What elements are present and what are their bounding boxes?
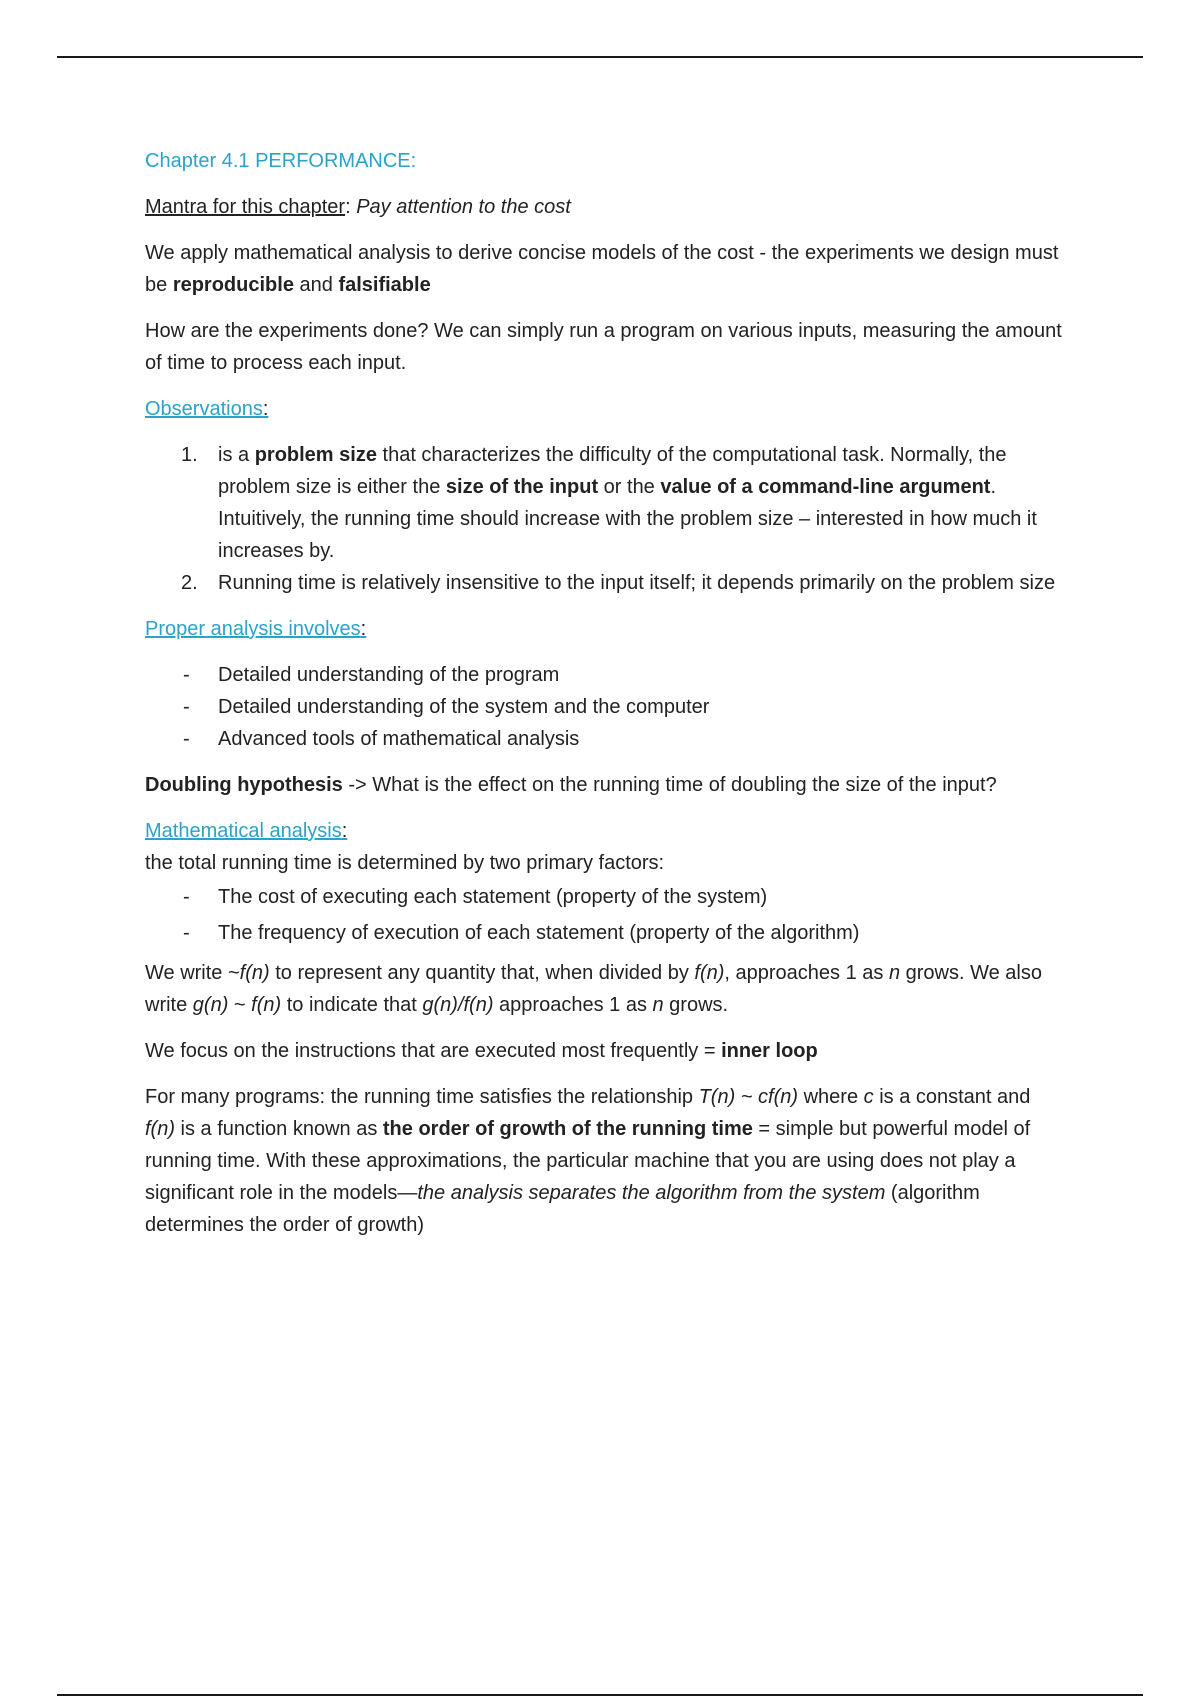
intro-paragraph bbox=[145, 237, 1065, 301]
order-italic-separates: the analysis separates the algorithm from the system bbox=[417, 1182, 886, 1204]
list-item bbox=[145, 659, 1065, 691]
observation-number-1: 1. bbox=[181, 444, 198, 466]
bottom-rule bbox=[57, 1694, 1143, 1696]
tilde-notation-paragraph bbox=[145, 957, 1065, 1021]
proper-analysis-heading-text bbox=[145, 618, 366, 640]
intro-bold-falsifiable: falsifiable bbox=[338, 274, 431, 296]
doubling-bold: Doubling hypothesis bbox=[145, 774, 343, 796]
order-text: is a function known as bbox=[175, 1118, 383, 1140]
observation-1-bold-command-line: value of a command-line argument bbox=[660, 476, 991, 498]
proper-analysis-heading bbox=[145, 613, 1065, 645]
math-analysis-heading bbox=[145, 815, 1065, 847]
math-analysis-heading-colon: : bbox=[341, 820, 348, 842]
observation-1-bold-size-of-input: size of the input bbox=[445, 476, 599, 498]
list-item bbox=[145, 691, 1065, 723]
mantra-line bbox=[145, 191, 1065, 223]
math-analysis-heading-label: Mathematical analysis bbox=[145, 820, 342, 842]
observation-1-text-a: is a bbox=[218, 444, 255, 466]
order-bold: the order of growth of the running time bbox=[382, 1118, 753, 1140]
math-analysis-list bbox=[145, 879, 1065, 951]
observation-number-2: 2. bbox=[181, 572, 198, 594]
order-text: where bbox=[798, 1086, 864, 1108]
observation-item-1 bbox=[145, 439, 1065, 567]
order-formula: T(n) ~ cf(n) bbox=[698, 1086, 799, 1108]
tilde-text: grows. bbox=[663, 994, 729, 1016]
math-analysis-lead: the total running time is determined by two primary factors: bbox=[145, 852, 665, 874]
tilde-text: to indicate that bbox=[281, 994, 423, 1016]
order-of-growth-paragraph bbox=[145, 1081, 1065, 1241]
dash-bullet: - bbox=[183, 664, 190, 686]
proper-analysis-heading-label: Proper analysis involves bbox=[145, 618, 361, 640]
tilde-text: grows. We also write bbox=[145, 962, 1042, 1016]
tilde-n: n bbox=[888, 962, 901, 984]
intro-and: and bbox=[293, 274, 339, 296]
proper-analysis-list bbox=[145, 659, 1065, 755]
proper-item-text: Detailed understanding of the system and the computer bbox=[218, 696, 710, 718]
observation-item-2 bbox=[145, 567, 1065, 599]
list-item bbox=[145, 879, 1065, 915]
observations-list bbox=[145, 439, 1065, 599]
observations-heading bbox=[145, 393, 1065, 425]
math-item-text: The frequency of execution of each statement (property of the algorithm) bbox=[218, 922, 860, 944]
tilde-ratio: g(n)/f(n) bbox=[422, 994, 494, 1016]
observations-heading-colon: : bbox=[262, 398, 269, 420]
tilde-gn: g(n) bbox=[192, 994, 229, 1016]
observation-1-bold-problem-size: problem size bbox=[254, 444, 377, 466]
observations-heading-label: Observations bbox=[145, 398, 263, 420]
math-item-text: The cost of executing each statement (property of the system) bbox=[218, 886, 768, 908]
tilde-n: n bbox=[652, 994, 664, 1016]
focus-bold-inner-loop: inner loop bbox=[721, 1040, 818, 1062]
observation-2-text: Running time is relatively insensitive to the input itself; it depends primarily on the problem size bbox=[218, 572, 1056, 594]
doubling-paragraph bbox=[145, 769, 1065, 801]
order-text: For many programs: the running time satisfies the relationship bbox=[145, 1086, 699, 1108]
order-text: (algorithm determines the order of growth) bbox=[145, 1182, 980, 1236]
tilde-fn: f(n) bbox=[239, 962, 270, 984]
observation-1-text-c: that characterizes the difficulty of the computational task. Normally, the problem size is either the bbox=[218, 444, 1007, 498]
tilde-text: to represent any quantity that, when divided by bbox=[269, 962, 695, 984]
math-analysis-heading-text bbox=[145, 820, 347, 842]
dash-bullet: - bbox=[183, 886, 190, 908]
list-item bbox=[145, 915, 1065, 951]
experiments-paragraph: How are the experiments done? We can simply run a program on various inputs, measuring the amount of time to process each input. bbox=[145, 320, 1062, 374]
dash-bullet: - bbox=[183, 922, 190, 944]
proper-analysis-heading-colon: : bbox=[360, 618, 367, 640]
order-text: = simple but powerful model of running time. With these approximations, the particular machine that you are using does not play a significant role in the models— bbox=[145, 1118, 1031, 1204]
focus-text: We focus on the instructions that are executed most frequently = bbox=[145, 1040, 722, 1062]
top-rule bbox=[57, 56, 1143, 58]
observation-1-text-d: or the bbox=[598, 476, 661, 498]
intro-text: We apply mathematical analysis to derive concise models of the cost - the experiments we design must be bbox=[145, 242, 1059, 296]
tilde-fn: f(n) bbox=[694, 962, 725, 984]
dash-bullet: - bbox=[183, 696, 190, 718]
order-text: is a constant and bbox=[873, 1086, 1031, 1108]
doubling-text: -> What is the effect on the running time of doubling the size of the input? bbox=[342, 774, 997, 796]
list-item bbox=[145, 723, 1065, 755]
mantra-separator: : bbox=[345, 196, 357, 218]
mantra-text: Pay attention to the cost bbox=[356, 196, 571, 218]
observations-heading-text bbox=[145, 398, 268, 420]
tilde-fn: f(n) bbox=[251, 994, 282, 1016]
tilde-text: ~ bbox=[228, 994, 252, 1016]
tilde-text: approaches 1 as bbox=[493, 994, 653, 1016]
inner-loop-paragraph bbox=[145, 1035, 1065, 1067]
proper-item-text: Detailed understanding of the program bbox=[218, 664, 560, 686]
proper-item-text: Advanced tools of mathematical analysis bbox=[218, 728, 580, 750]
tilde-text: , approaches 1 as bbox=[724, 962, 889, 984]
tilde-text: We write ~ bbox=[145, 962, 240, 984]
dash-bullet: - bbox=[183, 728, 190, 750]
mantra-label: Mantra for this chapter bbox=[145, 196, 346, 218]
observation-1-text-e: . Intuitively, the running time should increase with the problem size – interested in how much it increases by. bbox=[218, 476, 1037, 562]
chapter-title: Chapter 4.1 PERFORMANCE: bbox=[145, 150, 417, 172]
order-fn: f(n) bbox=[145, 1118, 175, 1140]
order-c: c bbox=[863, 1086, 874, 1108]
page-content bbox=[145, 145, 1065, 1255]
intro-bold-reproducible: reproducible bbox=[172, 274, 294, 296]
